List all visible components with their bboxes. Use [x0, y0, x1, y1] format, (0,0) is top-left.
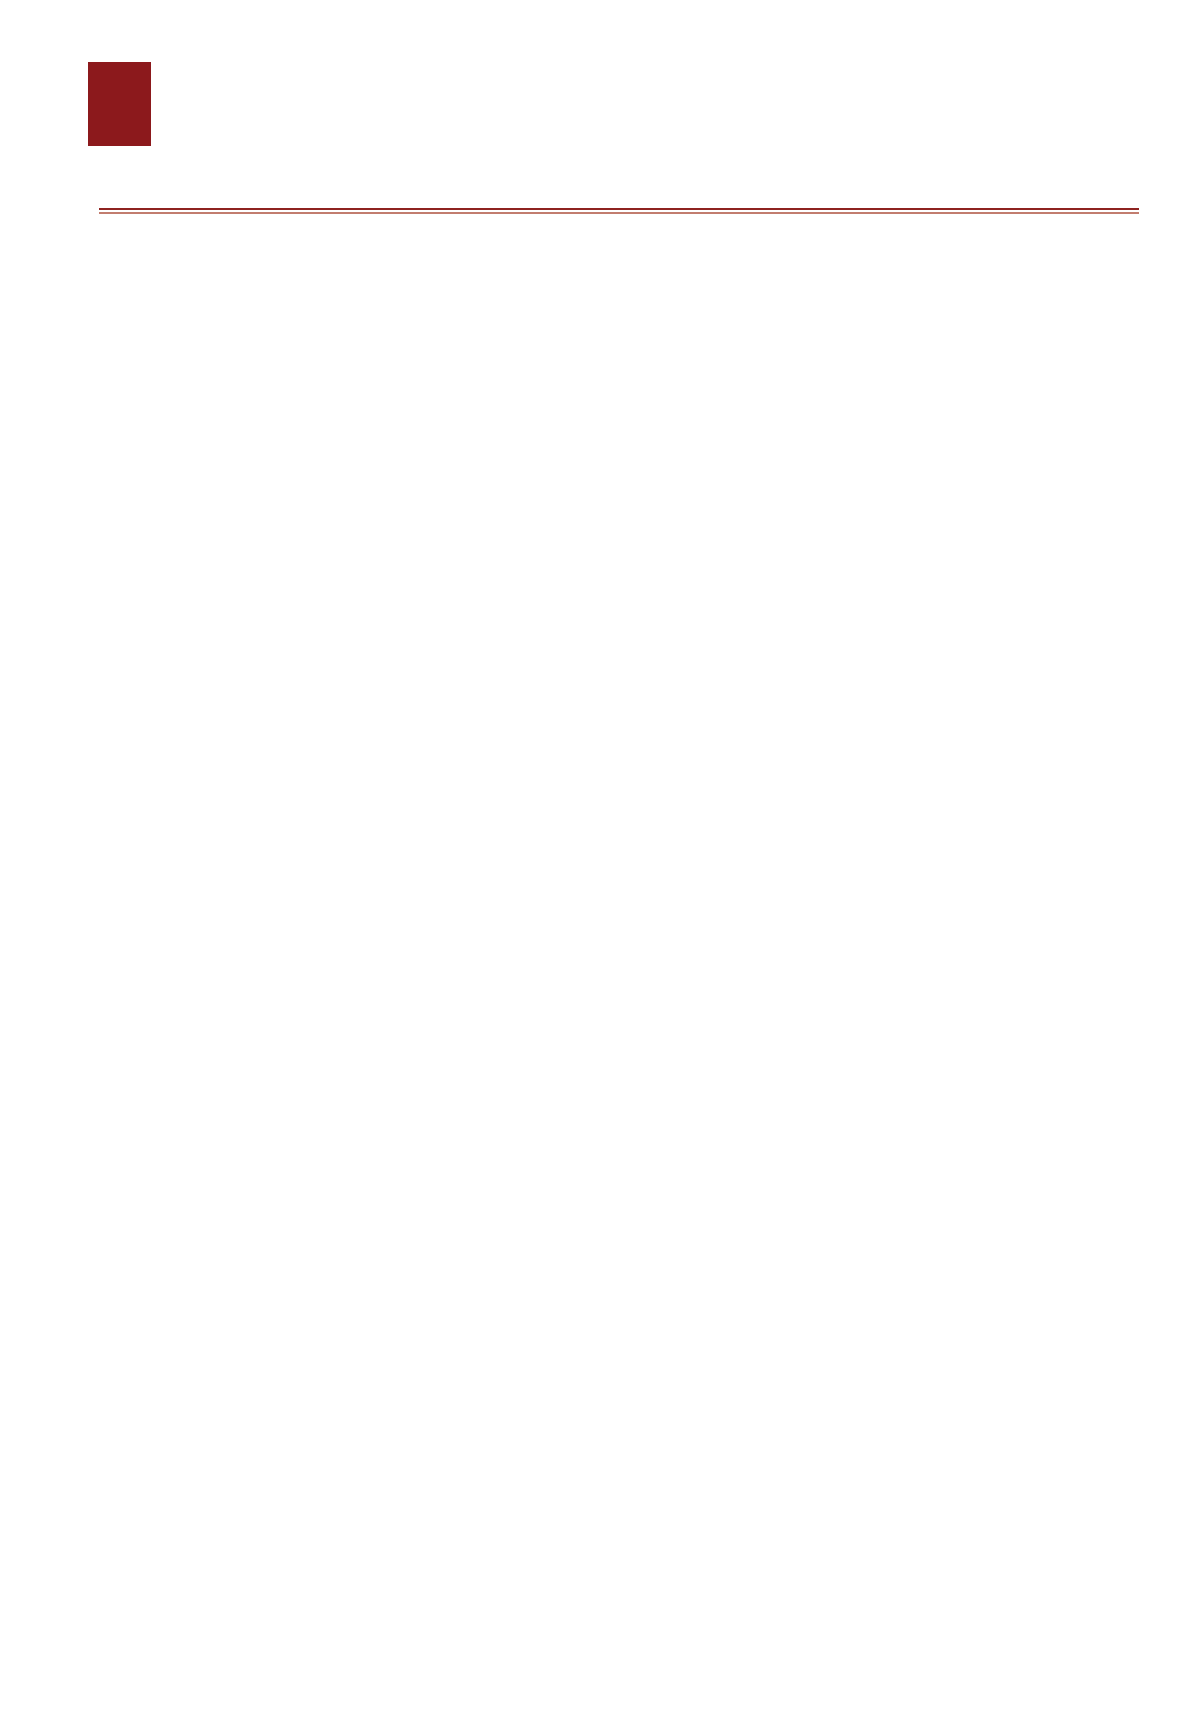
legend-tick-labels [793, 121, 1095, 163]
gregorian-rail [52, 208, 82, 1658]
legend-color-bar [793, 72, 1095, 115]
table-bottom-rule [99, 208, 1139, 214]
page-code-badge [88, 62, 151, 146]
hebrew-calendar-table [99, 208, 1139, 214]
gregorian-rail-inner [52, 208, 82, 1658]
temperature-legend [793, 64, 1095, 163]
